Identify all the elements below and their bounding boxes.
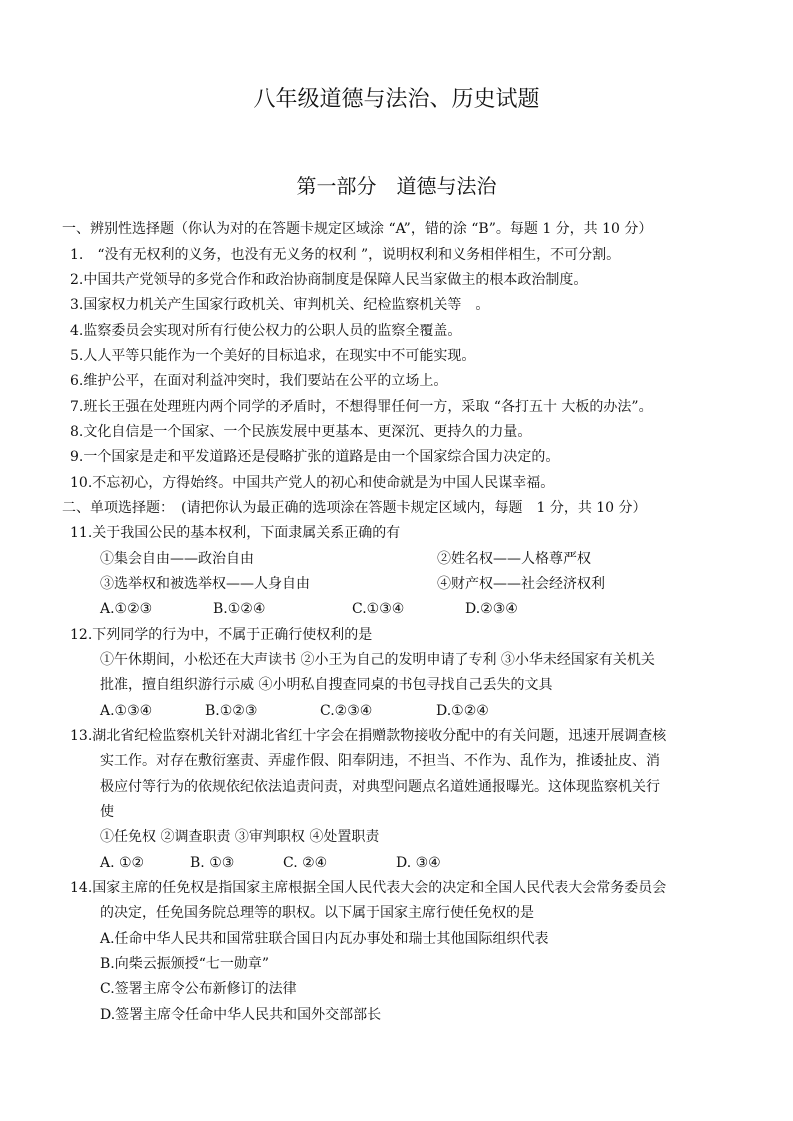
- q12-line: 批准，擅自组织游行示威 ④小明私自搜查同桌的书包寻找自己丢失的文具: [100, 677, 553, 693]
- section1-item: 9.一个国家是走和平发道路还是侵略扩张的道路是由一个国家综合国力决定的。: [70, 449, 560, 465]
- section1-item: 3.国家权力机关产生国家行政机关、审判机关、纪检监察机关等 。: [70, 297, 490, 313]
- q13-line: 13.湖北省纪检监察机关针对湖北省红十字会在捐赠款物接收分配中的有关问题，迅速开展调查核: [70, 728, 667, 744]
- q12-choice-b: B.①②③: [205, 703, 258, 719]
- section1-item: 7.班长王强在处理班内两个同学的矛盾时，不想得罪任何一方，采取 “各打五十 大板的办法”。: [70, 399, 653, 415]
- q13-line: 使: [100, 804, 114, 820]
- exam-title: 八年级道德与法治、历史试题: [253, 87, 540, 112]
- section1-item: 10.不忘初心，方得始终。中国共产党人的初心和使命就是为中国人民谋幸福。: [70, 475, 555, 491]
- q14-choice-a: A.任命中华人民共和国常驻联合国日内瓦办事处和瑞士其他国际组织代表: [100, 931, 549, 947]
- q14-choice-d: D.签署主席令任命中华人民共和国外交部部长: [100, 1007, 382, 1023]
- q12-stem: 12.下列同学的行为中，不属于正确行使权利的是: [70, 627, 373, 643]
- section1-item: 4.监察委员会实现对所有行使公权力的公职人员的监察全覆盖。: [70, 323, 462, 339]
- q14-line: 14.国家主席的任免权是指国家主席根据全国人民代表大会的决定和全国人民代表大会常务委员会: [70, 880, 667, 896]
- q11-stem: 11.关于我国公民的基本权利，下面隶属关系正确的有: [70, 525, 401, 541]
- q13-choice-b: B. ①③: [190, 855, 235, 871]
- q14-choice-c: C.签署主席令公布新修订的法律: [100, 981, 297, 997]
- q11-choice-d: D.②③④: [465, 601, 518, 617]
- q13-choice-a: A. ①②: [100, 855, 145, 871]
- section1-item: 5.人人平等只能作为一个美好的目标追求，在现实中不可能实现。: [70, 348, 476, 364]
- q14-line: 的决定，任免国务院总理等的职权。以下属于国家主席行使任免权的是: [100, 905, 534, 921]
- q12-line: ①午休期间，小松还在大声读书 ②小王为自己的发明申请了专利 ③小华未经国家有关机关: [100, 652, 655, 668]
- q11-choice-a: A.①②③: [100, 601, 153, 617]
- q11-choice-b: B.①②④: [213, 601, 266, 617]
- section1-item: 2.中国共产党领导的多党合作和政治协商制度是保障人民当家做主的根本政治制度。: [70, 272, 588, 288]
- q14-choice-b: B.向柴云振颁授“七一勋章”: [100, 956, 270, 972]
- part-title: 第一部分 道德与法治: [296, 174, 497, 198]
- q13-options: ①任免权 ②调查职责 ③审判职权 ④处置职责: [100, 829, 380, 845]
- q13-line: 实工作。对存在敷衍塞责、弄虚作假、阳奉阴违，不担当、不作为、乱作为，推诿扯皮、消: [100, 753, 660, 769]
- section1-heading: 一、辨别性选择题（你认为对的在答题卡规定区域涂 “A”，错的涂 “B”。每题 1 分，共 10 分）: [62, 221, 653, 237]
- q11-option: ③选举权和被选举权——人身自由: [100, 576, 310, 592]
- q12-choice-c: C.②③④: [320, 703, 373, 719]
- q13-line: 极应付等行为的依规依纪依法追责问责，对典型问题点名道姓通报曝光。这体现监察机关行: [100, 779, 660, 795]
- q11-option: ④财产权——社会经济权利: [437, 576, 605, 592]
- section1-item: 1. “没有无权利的义务，也没有无义务的权利 ”，说明权利和义务相伴相生，不可分割。: [70, 247, 621, 263]
- q13-choice-d: D. ③④: [396, 855, 441, 871]
- section2-heading: 二、单项选择题： (请把你认为最正确的选项涂在答题卡规定区域内，每题 1 分，共 10 分）: [62, 500, 647, 516]
- q12-choice-d: D.①②④: [436, 703, 489, 719]
- q13-choice-c: C. ②④: [283, 855, 328, 871]
- section1-item: 8.文化自信是一个国家、一个民族发展中更基本、更深沉、更持久的力量。: [70, 424, 532, 440]
- q12-choice-a: A.①③④: [100, 703, 153, 719]
- q11-option: ②姓名权——人格尊严权: [437, 551, 591, 567]
- section1-item: 6.维护公平，在面对利益冲突时，我们要站在公平的立场上。: [70, 373, 448, 389]
- q11-option: ①集会自由——政治自由: [100, 551, 254, 567]
- q11-choice-c: C.①③④: [352, 601, 405, 617]
